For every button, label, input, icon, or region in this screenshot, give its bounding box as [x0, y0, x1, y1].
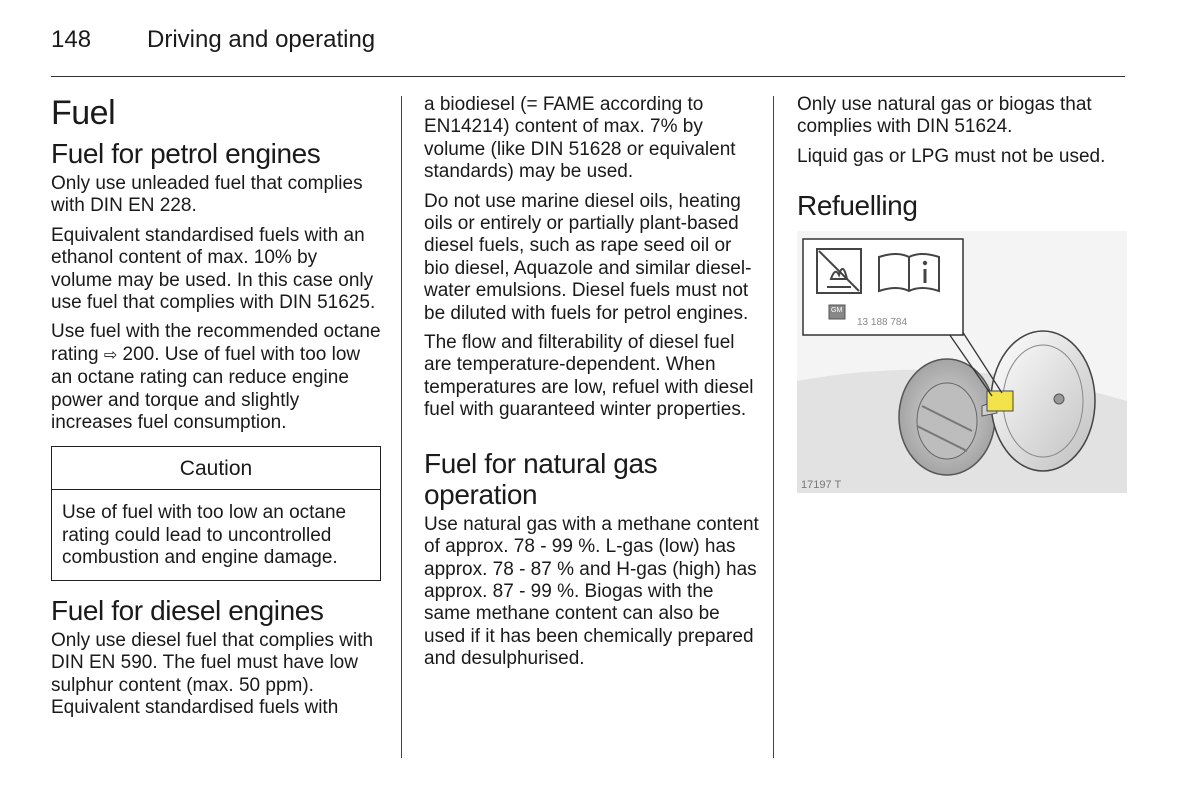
paragraph: Equivalent standardised fuels with an ethanol content of max. 10% by volume may be used. In this case only use fuel that complies with DIN 51625.	[51, 224, 376, 314]
paragraph: The flow and filterability of diesel fuel are temperature-dependent. When temperatures are low, refuel with diesel fuel with guaranteed winter properties.	[424, 332, 754, 421]
caution-text: Use of fuel with too low an octane rating could lead to uncontrolled combustion and engine damage.	[62, 502, 347, 569]
column-2	[424, 94, 759, 678]
paragraph	[51, 321, 381, 434]
paragraph-text: 200. Use of fuel with too low an octane rating can reduce engine power and torque and slightly increases fuel consumption.	[51, 343, 361, 434]
caution-box	[51, 446, 381, 580]
page-number: 148	[51, 26, 92, 53]
gm-badge-text: GM	[831, 307, 843, 315]
column-divider	[773, 96, 774, 758]
paragraph: Only use diesel fuel that complies with DIN EN 590. The fuel must have low sulphur content (max. 50 ppm). Equivalent standardised fuels with	[51, 629, 374, 718]
paragraph: Only use natural gas or biogas that complies with DIN 51624.	[797, 94, 1092, 138]
paragraph: Do not use marine diesel oils, heating oils or entirely or partially plant-based diesel fuels, such as rape seed oil or bio diesel, Aquazole and similar diesel-water emulsions. Diesel fuels must not be diluted with fuels for petrol engines.	[424, 190, 752, 324]
paragraph: Only use unleaded fuel that complies with DIN EN 228.	[51, 173, 363, 217]
paragraph: Liquid gas or LPG must not be used.	[797, 145, 1106, 167]
chapter-title: Driving and operating	[147, 26, 376, 53]
column-1	[51, 94, 381, 726]
figure-number: 17197 T	[801, 479, 842, 492]
section-title-fuel: Fuel	[51, 94, 116, 132]
paragraph-text: Use fuel with the recommended octane rating	[51, 321, 381, 365]
heading-refuelling: Refuelling	[797, 190, 918, 222]
heading-petrol-engines: Fuel for petrol engines	[51, 138, 321, 169]
column-3	[797, 94, 1127, 493]
paragraph: Use natural gas with a methane content of approx. 78 - 99 %. L-gas (low) has approx. 78 - 87 % and H-gas (high) has approx. 87 - 99 %. Biogas with the same methane content can also be used if it has been chemically prepared and desulphurised.	[424, 513, 759, 670]
reference-arrow-icon[interactable]: ⇨	[103, 346, 118, 364]
paragraph: a biodiesel (= FAME according to EN14214) content of max. 7% by volume (like DIN 51628 or equivalent standards) may be used.	[424, 94, 736, 183]
heading-natural-gas: Fuel for natural gas operation	[424, 447, 658, 510]
fuel-flap-illustration	[797, 231, 1127, 493]
column-divider	[401, 96, 402, 758]
fuel-flap-drawing	[797, 231, 1127, 493]
heading-diesel-engines: Fuel for diesel engines	[51, 594, 324, 626]
page-header	[51, 22, 1125, 77]
label-part-number: 13 188 784	[857, 317, 908, 329]
caution-title: Caution	[52, 447, 380, 490]
